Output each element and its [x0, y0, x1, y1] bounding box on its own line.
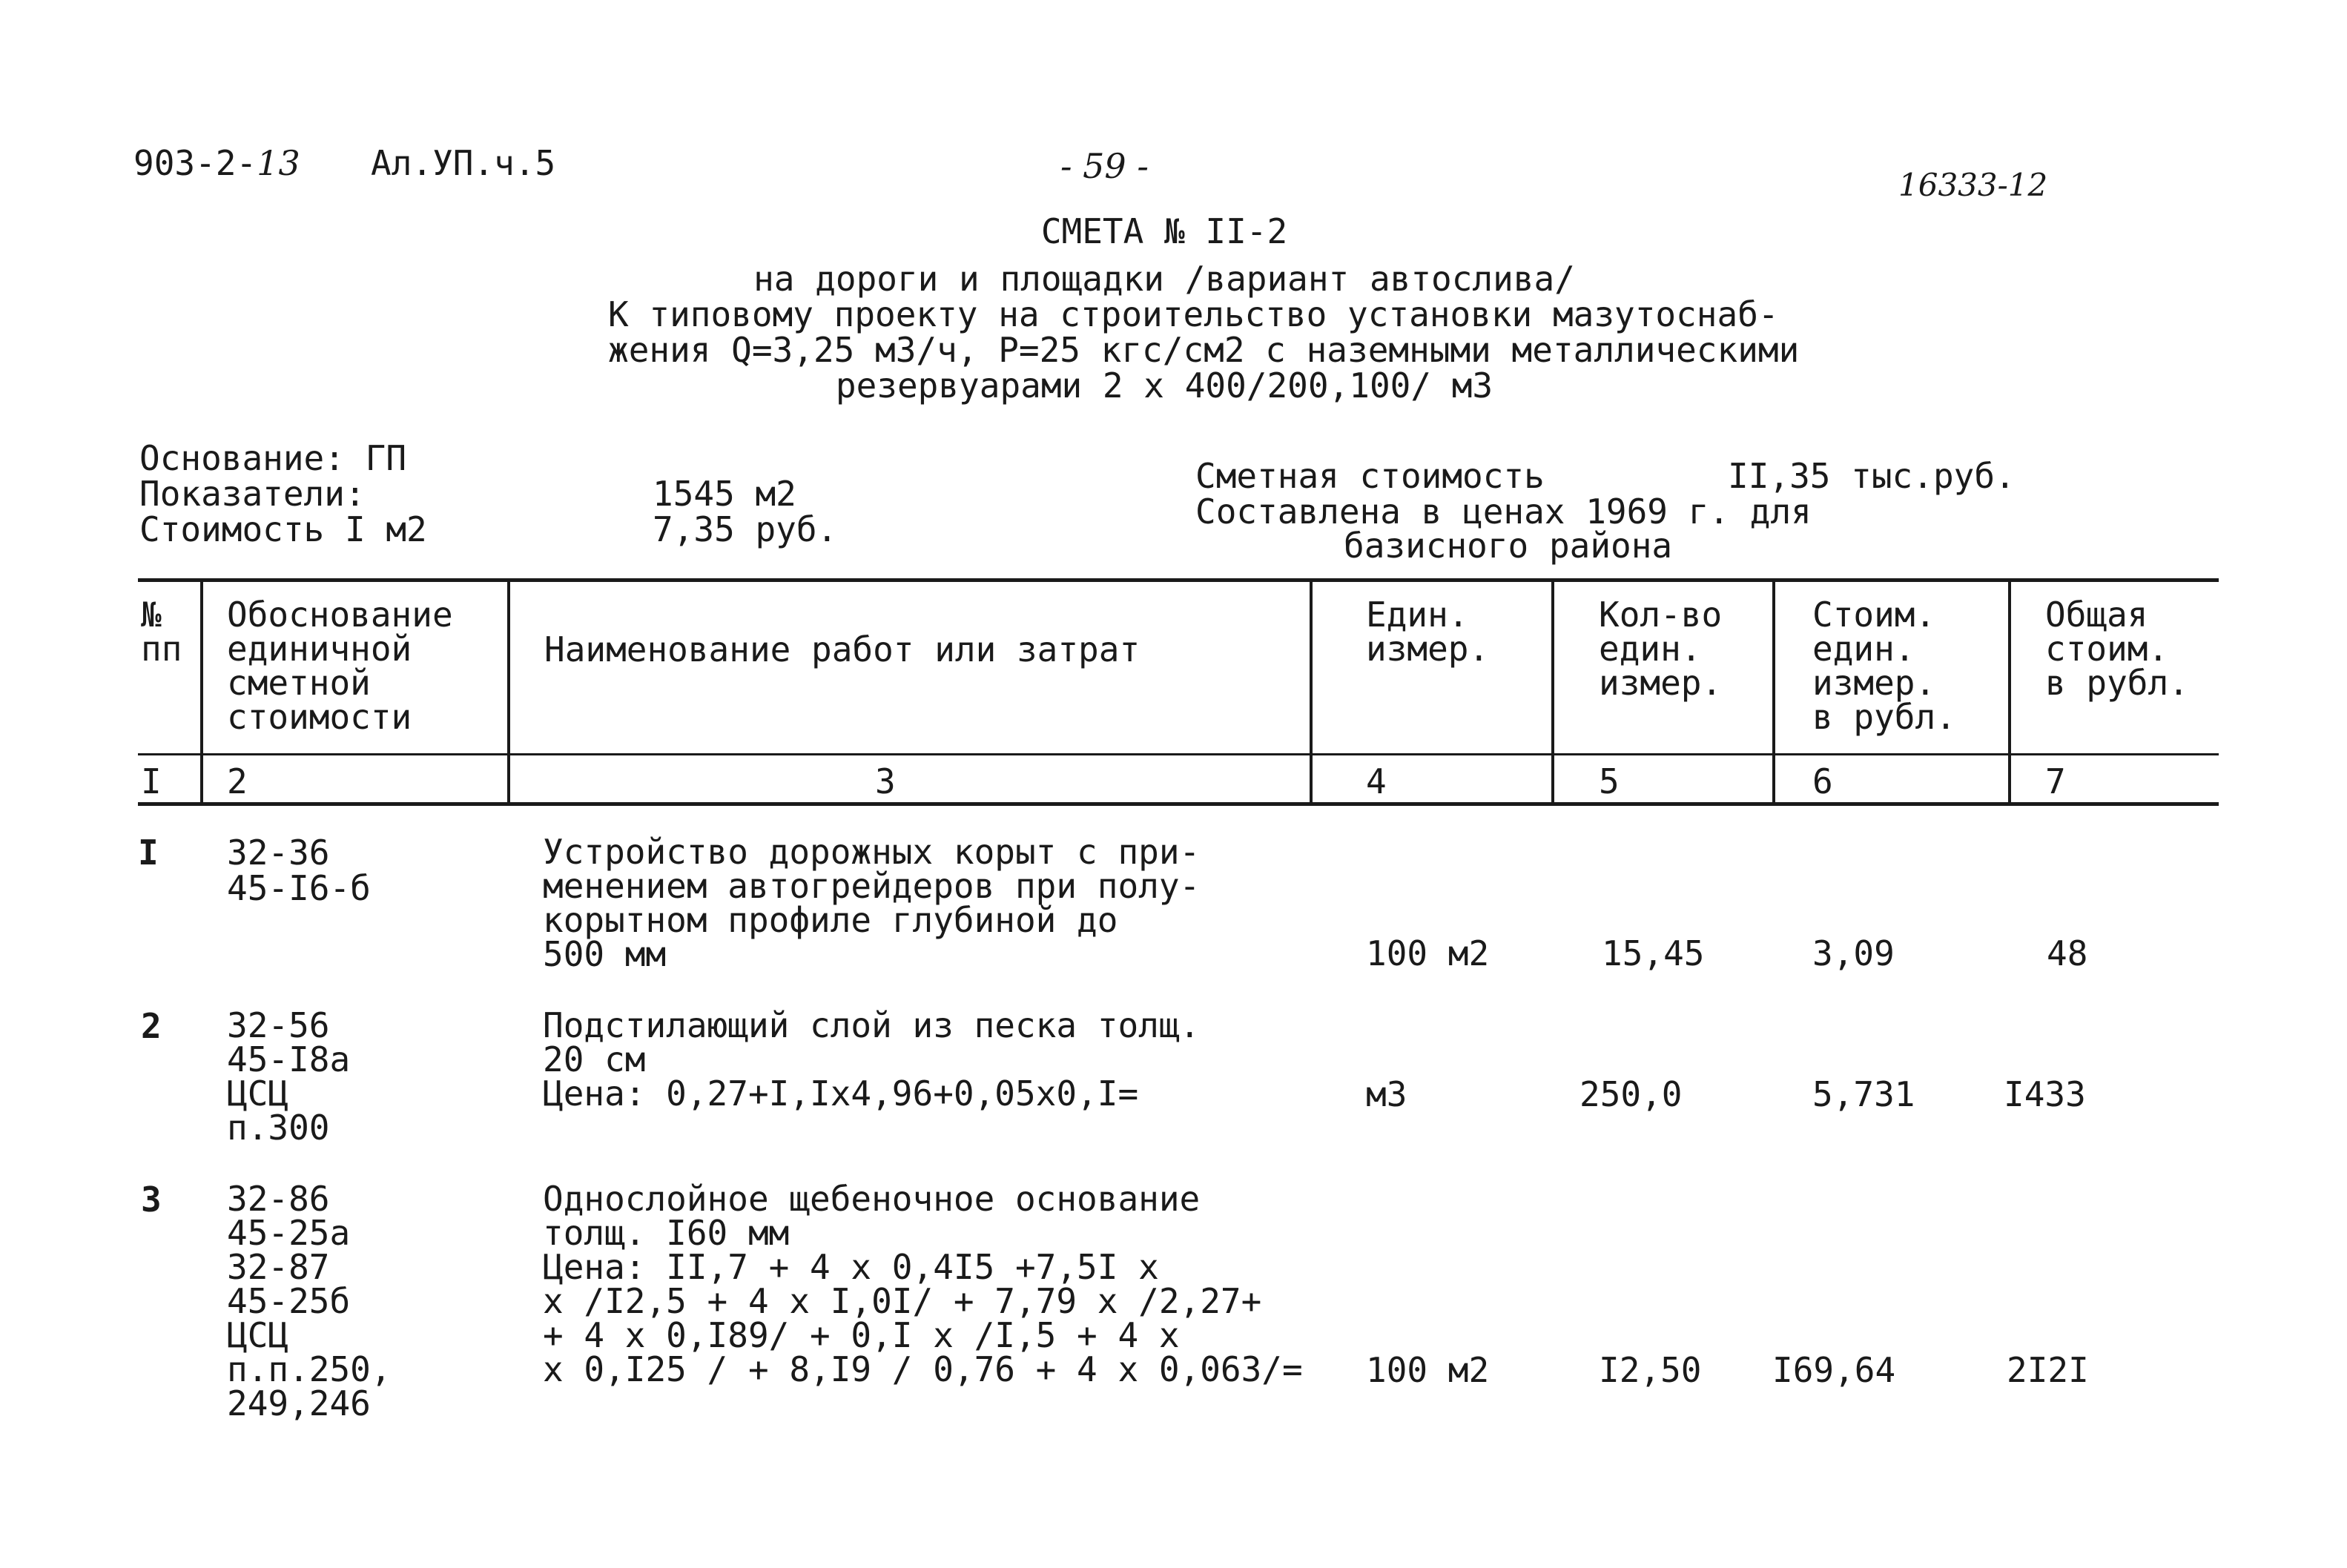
column-number-3: 3: [875, 761, 896, 801]
page-number: - 59 -: [1060, 146, 1149, 186]
column-divider-2: [507, 580, 510, 802]
header-col-5: Кол-во един. измер.: [1599, 595, 1723, 703]
row-3-basis: 32-86 45-25а 32-87 45-25б ЦСЦ п.п.250, 249,246: [227, 1179, 392, 1423]
table-column-number-rule: [138, 802, 2219, 806]
archive-number: 16333-12: [1898, 167, 2048, 203]
column-number-2: 2: [227, 761, 248, 801]
title-block: [608, 211, 1800, 406]
header-col-3: Наименование работ или затрат: [544, 629, 1141, 669]
column-number-6: 6: [1812, 761, 1833, 801]
header-col-2: Обоснование единичной сметной стоимости: [227, 595, 453, 737]
table-top-rule: [138, 578, 2219, 582]
column-divider-5: [1772, 580, 1775, 802]
row-2-unit-cost: 5,731: [1812, 1074, 1915, 1114]
title-line-4: резервуарами 2 х 400/200,100/ м3: [835, 365, 1493, 406]
row-2-name: Подстилающий слой из песка толщ. 20 см Цена: 0,27+I,Iх4,96+0,05х0,I=: [543, 1005, 1201, 1114]
row-3-unit: 100 м2: [1366, 1350, 1490, 1390]
row-2-number: 2: [141, 1006, 162, 1046]
row-2-total: I433: [2004, 1074, 2086, 1114]
row-2-quantity: 250,0: [1579, 1074, 1683, 1114]
header-col-7: Общая стоим. в рубл.: [2045, 595, 2189, 703]
row-1-number: I: [138, 833, 159, 873]
table-header-rule: [138, 753, 2219, 755]
document-code: [133, 145, 300, 181]
column-divider-6: [2008, 580, 2011, 802]
compiled-prices-line-2: базисного района: [1344, 526, 1673, 566]
row-1-quantity: 15,45: [1602, 933, 1705, 973]
column-divider-4: [1551, 580, 1554, 802]
cost-per-m2-value: 7,35 руб.: [653, 509, 838, 549]
cost-per-m2-label: Стоимость I м2: [139, 509, 427, 549]
row-3-quantity: I2,50: [1599, 1350, 1702, 1390]
column-number-4: 4: [1366, 761, 1387, 801]
column-divider-3: [1310, 580, 1313, 802]
row-3-name: Однослойное щебеночное основание толщ. I60 мм Цена: II,7 + 4 х 0,4I5 +7,5I х х /I2,5 + 4 х I,0I/ + 7,79 х /2,27+ + 4 х 0,I89/ + 0,I х /I,5 + 4 х х 0,I25 / + 8,I9 / 0,76 + 4 х 0,063/=: [543, 1179, 1303, 1389]
indicators-value: 1545 м2: [653, 474, 796, 514]
column-divider-1: [200, 580, 203, 802]
document-code-prefix: 903-2-: [133, 143, 257, 183]
column-number-1: I: [141, 761, 162, 801]
title-line-2: К типовому проекту на строительство установки мазутоснаб-: [608, 294, 1779, 334]
estimated-cost-label: Сметная стоимость: [1195, 456, 1545, 496]
basis-label: Основание: ГП: [139, 438, 407, 478]
row-2-basis: 32-56 45-I8а ЦСЦ п.300: [227, 1005, 351, 1148]
document-code-handwritten: 13: [257, 143, 300, 183]
document-part: Ал.УП.ч.5: [371, 143, 556, 183]
row-3-number: 3: [141, 1180, 162, 1220]
header-col-4: Един. измер.: [1366, 595, 1490, 669]
row-1-unit-cost: 3,09: [1812, 933, 1895, 973]
estimated-cost-value: II,35 тыс.руб.: [1728, 456, 2016, 496]
row-1-total: 48: [2047, 933, 2088, 973]
column-number-7: 7: [2045, 761, 2066, 801]
title-line-1: на дороги и площадки /вариант автослива/: [753, 259, 1575, 299]
column-number-5: 5: [1599, 761, 1620, 801]
estimate-heading: СМЕТА № II-2: [1040, 211, 1288, 251]
row-1-name: Устройство дорожных корыт с при- менением автогрейдеров при полу- корытном профиле глубиной до 500 мм: [543, 832, 1201, 974]
row-1-basis: 32-36 45-I6-б: [227, 833, 371, 908]
header-col-1: № пп: [141, 595, 182, 669]
indicators-label: Показатели:: [139, 474, 366, 514]
row-1-unit: 100 м2: [1366, 933, 1490, 973]
row-2-unit: м3: [1366, 1074, 1407, 1114]
row-3-total: 2I2I: [2007, 1350, 2089, 1390]
title-line-3: жения Q=3,25 м3/ч, Р=25 кгс/см2 с наземными металлическими: [608, 330, 1800, 370]
header-col-6: Стоим. един. измер. в рубл.: [1812, 595, 1956, 737]
row-3-unit-cost: I69,64: [1772, 1350, 1896, 1390]
compiled-prices-line-1: Составлена в ценах 1969 г. для: [1195, 492, 1812, 532]
